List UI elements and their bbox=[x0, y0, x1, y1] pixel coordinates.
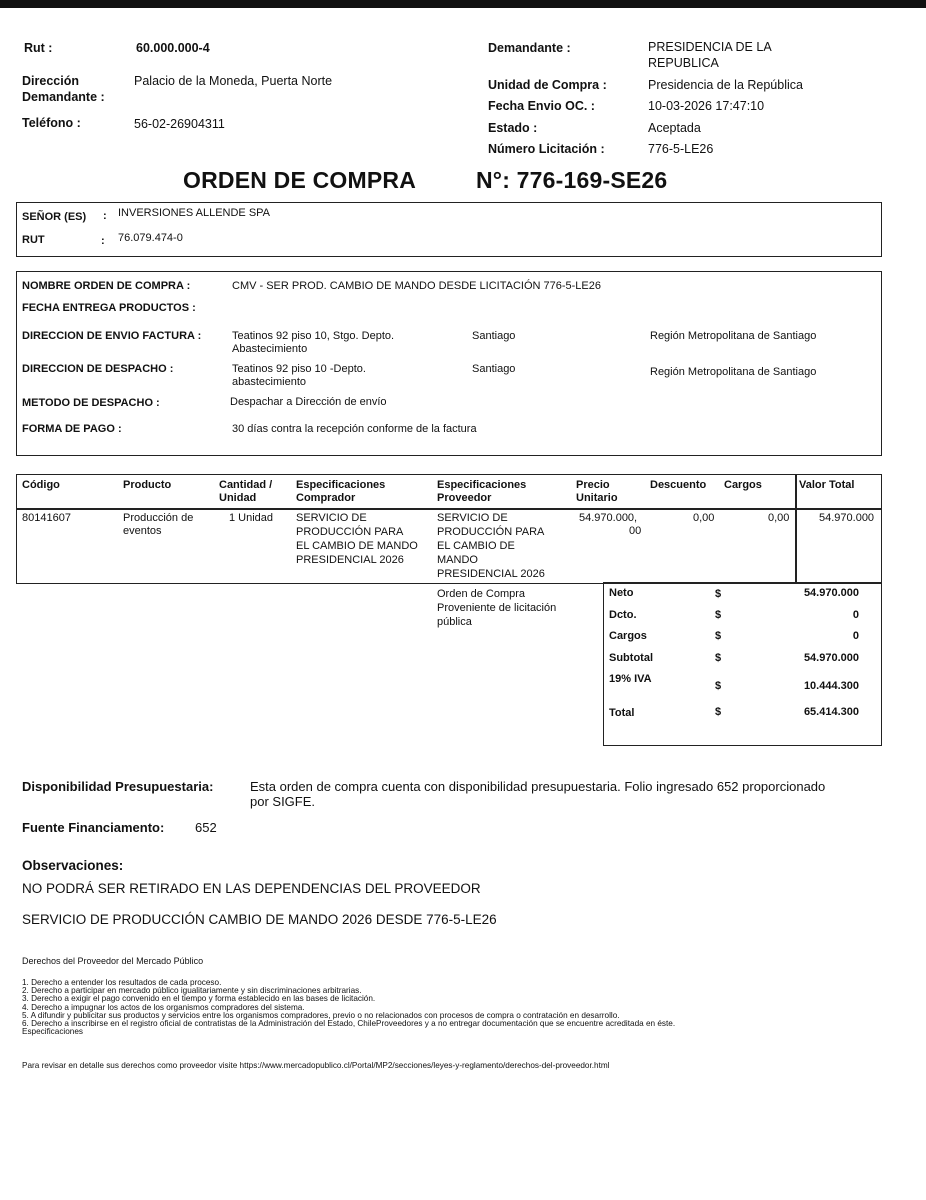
origen-note-line: Orden de Compra bbox=[437, 588, 526, 600]
derechos-item: 5. A difundir y publicitar sus productos y servicios entre los organismos compradores, previo o no relacionados con procesos de compra o contratación en desarrollo. bbox=[22, 1010, 620, 1020]
derechos-item: 3. Derecho a exigir el pago convenido en el tiempo y forma establecido en las bases de licitación. bbox=[22, 994, 376, 1004]
items-table-header-rule bbox=[16, 508, 882, 510]
row-cantidad: 1 Unidad bbox=[229, 512, 274, 524]
total-value: 65.414.300 bbox=[803, 706, 859, 718]
iva-value: 10.444.300 bbox=[803, 680, 859, 692]
cargos-label: Cargos bbox=[609, 630, 647, 642]
estado-value: Aceptada bbox=[648, 121, 701, 135]
dcto-value: 0 bbox=[852, 609, 859, 621]
despacho-value-2: abastecimiento bbox=[232, 376, 306, 388]
derechos-item: Especificaciones bbox=[22, 1027, 83, 1037]
order-number: N°: 776-169-SE26 bbox=[476, 167, 668, 193]
disponibilidad-value-1: Esta orden de compra cuenta con disponibilidad presupuestaria. Folio ingresado 652 proporcionado bbox=[250, 779, 826, 794]
row-esp-proveedor-line: MANDO bbox=[437, 554, 478, 566]
total-currency: $ bbox=[715, 706, 722, 718]
envio-factura-label: DIRECCION DE ENVIO FACTURA : bbox=[22, 330, 202, 342]
despacho-city: Santiago bbox=[472, 363, 516, 375]
col-producto: Producto bbox=[123, 479, 172, 491]
col-esp-comprador-1: Especificaciones bbox=[296, 479, 386, 491]
col-cantidad-2: Unidad bbox=[219, 492, 257, 504]
row-producto-1: Producción de bbox=[123, 512, 194, 524]
items-table-total-divider bbox=[795, 474, 797, 584]
col-esp-proveedor-2: Proveedor bbox=[437, 492, 492, 504]
cargos-currency: $ bbox=[715, 630, 722, 642]
derechos-item: 1. Derecho a entender los resultados de cada proceso. bbox=[22, 978, 222, 987]
row-cargos: 0,00 bbox=[768, 512, 790, 524]
despacho-region: Región Metropolitana de Santiago bbox=[650, 366, 817, 378]
row-esp-proveedor-line: PRODUCCIÓN PARA bbox=[437, 526, 545, 538]
direccion-value: Palacio de la Moneda, Puerta Norte bbox=[134, 74, 333, 88]
envio-factura-value-2: Abastecimiento bbox=[232, 343, 308, 355]
estado-label: Estado : bbox=[488, 121, 538, 135]
col-valor-total: Valor Total bbox=[799, 479, 855, 491]
col-cantidad-1: Cantidad / bbox=[219, 479, 273, 491]
supplier-rut-label: RUT bbox=[22, 234, 45, 246]
dcto-currency: $ bbox=[715, 609, 722, 621]
senor-label: SEÑOR (ES) bbox=[22, 211, 87, 223]
derechos-item: 2. Derecho a participar en mercado público igualitariamente y sin discriminaciones arbitrarias. bbox=[22, 986, 362, 996]
row-esp-proveedor-line: EL CAMBIO DE bbox=[437, 540, 515, 552]
observacion-1: NO PODRÁ SER RETIRADO EN LAS DEPENDENCIAS DEL PROVEEDOR bbox=[22, 881, 481, 896]
fuente-label: Fuente Financiamento: bbox=[22, 820, 165, 835]
col-precio-2: Unitario bbox=[576, 492, 618, 504]
rut-label: Rut : bbox=[24, 41, 53, 55]
row-esp-comprador-line: EL CAMBIO DE MANDO bbox=[296, 540, 418, 552]
direccion-label-2: Demandante : bbox=[22, 90, 105, 104]
fecha-envio-label: Fecha Envio OC. : bbox=[488, 99, 595, 113]
origen-note bbox=[437, 587, 556, 629]
row-esp-comprador bbox=[296, 511, 418, 567]
derechos-list bbox=[22, 979, 902, 1036]
telefono-value: 56-02-26904311 bbox=[134, 117, 225, 131]
row-esp-comprador-line: PRODUCCIÓN PARA bbox=[296, 526, 404, 538]
col-cargos: Cargos bbox=[724, 479, 762, 491]
totals-box bbox=[603, 582, 882, 746]
iva-currency: $ bbox=[715, 680, 722, 692]
derechos-item: 4. Derecho a impugnar los actos de los organismos compradores del sistema. bbox=[22, 1002, 305, 1012]
rut-value: 60.000.000-4 bbox=[136, 41, 210, 55]
origen-note-line: pública bbox=[437, 616, 472, 628]
row-esp-proveedor-line: PRESIDENCIAL 2026 bbox=[437, 568, 545, 580]
senor-colon: : bbox=[103, 210, 107, 222]
demandante-label: Demandante : bbox=[488, 41, 571, 55]
disponibilidad-value-2: por SIGFE. bbox=[250, 794, 316, 809]
row-valor-total: 54.970.000 bbox=[819, 512, 875, 524]
disponibilidad-label: Disponibilidad Presupuestaria: bbox=[22, 779, 214, 794]
supplier-rut-value: 76.079.474-0 bbox=[118, 232, 183, 244]
row-esp-proveedor-line: SERVICIO DE bbox=[437, 512, 508, 524]
supplier-rut-colon: : bbox=[101, 235, 105, 247]
telefono-label: Teléfono : bbox=[22, 116, 81, 130]
top-black-bar bbox=[0, 0, 926, 8]
envio-factura-value-1: Teatinos 92 piso 10, Stgo. Depto. bbox=[232, 330, 395, 342]
document-title: ORDEN DE COMPRA bbox=[183, 167, 417, 193]
row-precio-1: 54.970.000, bbox=[579, 512, 638, 524]
row-codigo: 80141607 bbox=[22, 512, 71, 524]
row-descuento: 0,00 bbox=[693, 512, 715, 524]
unidad-value: Presidencia de la República bbox=[648, 78, 803, 92]
col-codigo: Código bbox=[22, 479, 60, 491]
demandante-value-2: REPUBLICA bbox=[648, 56, 719, 70]
row-esp-proveedor bbox=[437, 511, 545, 581]
fuente-value: 652 bbox=[195, 820, 217, 835]
neto-currency: $ bbox=[715, 588, 722, 600]
licitacion-value: 776-5-LE26 bbox=[648, 142, 714, 156]
origen-note-line: Proveniente de licitación bbox=[437, 602, 557, 614]
fecha-entrega-label: FECHA ENTREGA PRODUCTOS : bbox=[22, 302, 196, 314]
cargos-value: 0 bbox=[852, 630, 859, 642]
neto-label: Neto bbox=[609, 587, 634, 599]
col-esp-comprador-2: Comprador bbox=[296, 492, 356, 504]
nombre-orden-label: NOMBRE ORDEN DE COMPRA : bbox=[22, 280, 191, 292]
forma-pago-label: FORMA DE PAGO : bbox=[22, 423, 122, 435]
col-descuento: Descuento bbox=[650, 479, 707, 491]
dcto-label: Dcto. bbox=[609, 609, 637, 621]
despacho-value-1: Teatinos 92 piso 10 -Depto. bbox=[232, 363, 366, 375]
subtotal-label: Subtotal bbox=[609, 652, 653, 664]
subtotal-value: 54.970.000 bbox=[803, 652, 859, 664]
fecha-envio-value: 10-03-2026 17:47:10 bbox=[648, 99, 765, 113]
envio-factura-city: Santiago bbox=[472, 330, 516, 342]
observacion-2: SERVICIO DE PRODUCCIÓN CAMBIO DE MANDO 2026 DESDE 776-5-LE26 bbox=[22, 912, 497, 927]
forma-pago-value: 30 días contra la recepción conforme de la factura bbox=[232, 423, 477, 435]
nombre-orden-value: CMV - SER PROD. CAMBIO DE MANDO DESDE LICITACIÓN 776-5-LE26 bbox=[232, 280, 601, 292]
iva-label: 19% IVA bbox=[609, 673, 652, 685]
total-label: Total bbox=[609, 707, 635, 719]
derechos-title: Derechos del Proveedor del Mercado Público bbox=[22, 956, 204, 966]
derechos-item: 6. Derecho a inscribirse en el registro oficial de contratistas de la Administración del Estado, ChileProveedores y a no entregar documentación que se encuentre acreditada en éste. bbox=[22, 1019, 676, 1029]
metodo-despacho-value: Despachar a Dirección de envío bbox=[230, 396, 387, 408]
row-producto-2: eventos bbox=[123, 525, 162, 537]
unidad-label: Unidad de Compra : bbox=[488, 78, 607, 92]
licitacion-label: Número Licitación : bbox=[488, 142, 605, 156]
observaciones-label: Observaciones: bbox=[22, 858, 124, 873]
direccion-label-1: Dirección bbox=[22, 74, 79, 88]
neto-value: 54.970.000 bbox=[803, 587, 859, 599]
subtotal-currency: $ bbox=[715, 652, 722, 664]
demandante-value-1: PRESIDENCIA DE LA bbox=[648, 40, 772, 54]
row-precio-2: 00 bbox=[629, 525, 642, 537]
col-precio-1: Precio bbox=[576, 479, 610, 491]
row-esp-comprador-line: PRESIDENCIAL 2026 bbox=[296, 554, 404, 566]
derechos-link-text: Para revisar en detalle sus derechos como proveedor visite https://www.mercadopublico.cl/Portal/MP2/secciones/leyes-y-reglamento/derechos-del-proveedor.html bbox=[22, 1061, 610, 1070]
metodo-despacho-label: METODO DE DESPACHO : bbox=[22, 397, 160, 409]
supplier-name: INVERSIONES ALLENDE SPA bbox=[118, 207, 271, 219]
row-esp-comprador-line: SERVICIO DE bbox=[296, 512, 367, 524]
envio-factura-region: Región Metropolitana de Santiago bbox=[650, 330, 817, 342]
col-esp-proveedor-1: Especificaciones bbox=[437, 479, 527, 491]
despacho-label: DIRECCION DE DESPACHO : bbox=[22, 363, 174, 375]
